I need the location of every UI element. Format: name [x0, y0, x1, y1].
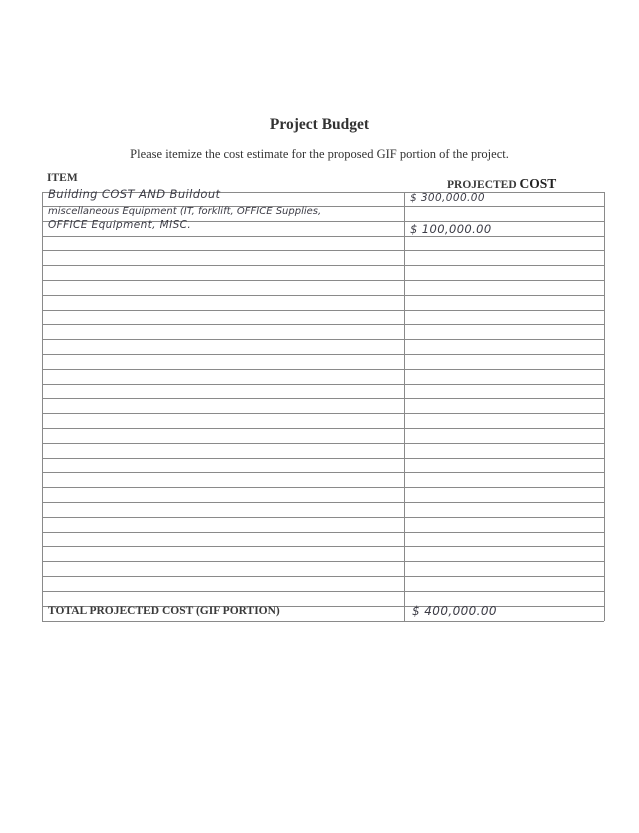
table-rule	[42, 443, 604, 444]
table-rule	[42, 502, 604, 503]
row-3-cost: $ 100,000.00	[410, 222, 492, 236]
table-left-border	[42, 192, 43, 621]
instructions-text: Please itemize the cost estimate for the proposed GIF portion of the project.	[130, 147, 509, 161]
table-rule	[42, 295, 604, 296]
table-rule	[42, 546, 604, 547]
table-rule	[42, 487, 604, 488]
page-title: Project Budget	[269, 116, 370, 133]
table-rule	[42, 591, 604, 592]
table-rule	[42, 369, 604, 370]
row-1-item: Building COST AND Buildout	[48, 187, 221, 201]
row-1-cost: $ 300,000.00	[410, 192, 485, 204]
table-rule	[42, 280, 604, 281]
table-rule	[42, 236, 604, 237]
table-rule	[42, 384, 604, 385]
table-rule	[42, 472, 604, 473]
table-rule	[42, 398, 604, 399]
table-rule	[42, 265, 604, 266]
table-rule	[42, 324, 604, 325]
table-right-border	[604, 192, 605, 621]
table-rule	[42, 339, 604, 340]
total-value: $ 400,000.00	[412, 604, 497, 618]
table-rule	[42, 250, 604, 251]
table-rule	[42, 354, 604, 355]
column-header-cost-suffix: COST	[519, 176, 557, 191]
table-rule	[42, 561, 604, 562]
table-rule	[42, 517, 604, 518]
column-header-cost-prefix: PROJECTED	[447, 179, 517, 191]
table-rule	[42, 310, 604, 311]
table-rule	[42, 621, 604, 622]
table-rule	[42, 532, 604, 533]
table-rule	[42, 428, 604, 429]
table-rule	[42, 458, 604, 459]
row-2-item: miscellaneous Equipment (IT, forklift, OFFICE Supplies,	[48, 206, 322, 217]
column-header-item: ITEM	[47, 172, 78, 184]
table-column-divider	[404, 192, 405, 621]
table-rule	[42, 576, 604, 577]
table-rule	[42, 413, 604, 414]
total-label: TOTAL PROJECTED COST (GIF PORTION)	[48, 605, 280, 617]
row-3-item: OFFICE Equipment, MISC.	[48, 219, 192, 231]
